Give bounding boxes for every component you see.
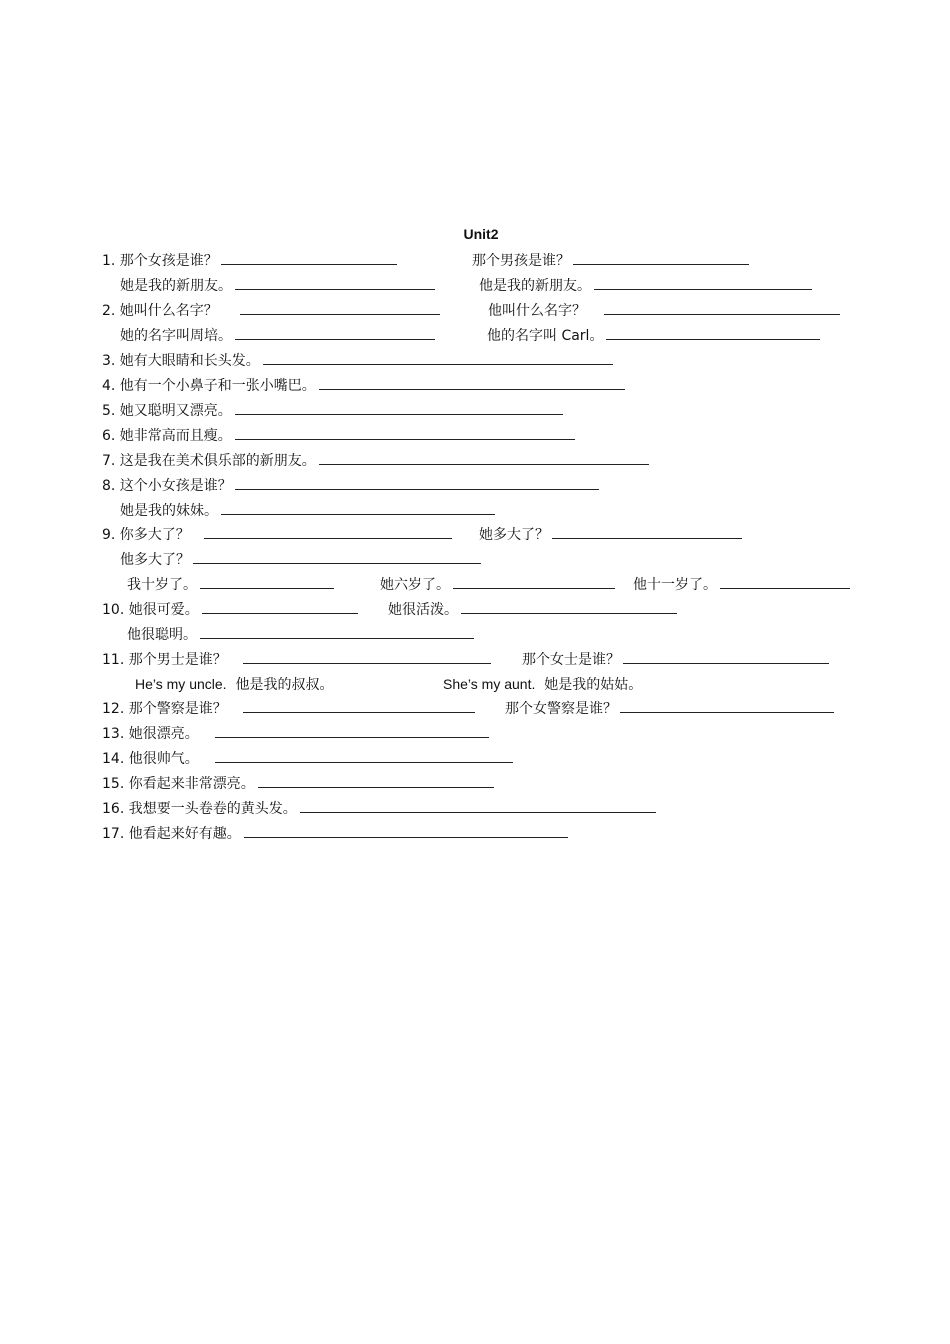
answer-blank[interactable]	[604, 299, 840, 315]
answer-blank[interactable]	[215, 747, 513, 763]
answer-blank[interactable]	[319, 374, 625, 390]
answer-blank[interactable]	[461, 598, 677, 614]
question-9b: 她多大了？	[479, 527, 549, 543]
exercise-line-15	[0, 598, 950, 620]
page-title: Unit2	[463, 226, 499, 242]
answer-blank[interactable]	[244, 822, 568, 838]
question-4: 4. 他有一个小鼻子和一张小嘴巴。	[102, 378, 316, 394]
question-10c: 他很聪明。	[127, 627, 197, 643]
exercise-line-13	[0, 548, 950, 570]
example-en-aunt: She’s my aunt.	[443, 676, 536, 692]
question-12b: 那个女警察是谁？	[505, 701, 617, 717]
answer-blank[interactable]	[235, 324, 435, 340]
answer-blank[interactable]	[202, 598, 358, 614]
exercise-line-20	[0, 722, 950, 744]
answer-blank[interactable]	[193, 548, 481, 564]
answer-blank[interactable]	[243, 648, 491, 664]
question-11a: 11. 那个男士是谁？	[102, 652, 227, 668]
answer-prompt-1a: 她是我的新朋友。	[120, 278, 232, 294]
answer-blank[interactable]	[319, 449, 649, 465]
exercise-line-2	[0, 274, 950, 296]
answer-blank[interactable]	[243, 697, 475, 713]
exercise-line-11	[0, 499, 950, 521]
question-7: 7. 这是我在美术俱乐部的新朋友。	[102, 453, 316, 469]
answer-blank[interactable]	[573, 249, 749, 265]
exercise-line-3	[0, 299, 950, 321]
example-cn-aunt: 她是我的姑姑。	[544, 677, 643, 693]
answer-blank[interactable]	[221, 249, 397, 265]
question-2a: 2. 她叫什么名字？	[102, 303, 218, 319]
answer-prompt-1b: 他是我的新朋友。	[479, 278, 591, 294]
exercise-line-4	[0, 324, 950, 346]
exercise-line-14	[0, 573, 950, 595]
question-17: 17. 他看起来好有趣。	[102, 826, 241, 842]
exercise-line-8	[0, 424, 950, 446]
question-9c: 他多大了？	[120, 552, 190, 568]
question-15: 15. 你看起来非常漂亮。	[102, 776, 255, 792]
exercise-line-1	[0, 249, 950, 271]
exercise-line-12	[0, 523, 950, 545]
answer-prompt-9b: 她六岁了。	[380, 577, 450, 593]
exercise-line-6	[0, 374, 950, 396]
exercise-line-17	[0, 648, 950, 670]
answer-blank[interactable]	[594, 274, 812, 290]
answer-blank[interactable]	[300, 797, 656, 813]
question-3: 3. 她有大眼睛和长头发。	[102, 353, 260, 369]
answer-prompt-2b: 他的名字叫 Carl。	[487, 328, 604, 344]
question-9a: 9. 你多大了？	[102, 527, 190, 543]
exercise-line-10	[0, 474, 950, 496]
question-14: 14. 他很帅气。	[102, 751, 199, 767]
answer-blank[interactable]	[453, 573, 615, 589]
question-11b: 那个女士是谁？	[522, 652, 620, 668]
answer-blank[interactable]	[620, 697, 834, 713]
example-cn-uncle: 他是我的叔叔。	[235, 677, 334, 693]
question-5: 5. 她又聪明又漂亮。	[102, 403, 232, 419]
answer-blank[interactable]	[215, 722, 489, 738]
question-1b: 那个男孩是谁？	[472, 253, 570, 269]
answer-blank[interactable]	[552, 523, 742, 539]
answer-blank[interactable]	[235, 424, 575, 440]
question-10b: 她很活泼。	[388, 602, 458, 618]
exercise-line-22	[0, 772, 950, 794]
exercise-line-9	[0, 449, 950, 471]
exercise-line-23	[0, 797, 950, 819]
answer-blank[interactable]	[200, 623, 474, 639]
exercise-line-24	[0, 822, 950, 844]
answer-blank[interactable]	[235, 474, 599, 490]
question-16: 16. 我想要一头卷卷的黄头发。	[102, 801, 297, 817]
answer-blank[interactable]	[606, 324, 820, 340]
exercise-line-5	[0, 349, 950, 371]
answer-blank[interactable]	[240, 299, 440, 315]
answer-blank[interactable]	[200, 573, 334, 589]
answer-blank[interactable]	[235, 399, 563, 415]
question-1a: 1. 那个女孩是谁？	[102, 253, 218, 269]
answer-blank[interactable]	[720, 573, 850, 589]
answer-blank[interactable]	[263, 349, 613, 365]
answer-prompt-8: 她是我的妹妹。	[120, 503, 218, 519]
question-13: 13. 她很漂亮。	[102, 726, 199, 742]
question-2b: 他叫什么名字？	[488, 303, 586, 319]
answer-blank[interactable]	[204, 523, 452, 539]
exercise-line-18	[0, 673, 950, 695]
example-en-uncle: He’s my uncle.	[135, 676, 227, 692]
answer-blank[interactable]	[623, 648, 829, 664]
question-6: 6. 她非常高而且瘦。	[102, 428, 232, 444]
question-12a: 12. 那个警察是谁？	[102, 701, 227, 717]
question-10a: 10. 她很可爱。	[102, 602, 199, 618]
answer-prompt-9c: 他十一岁了。	[633, 577, 717, 593]
exercise-line-21	[0, 747, 950, 769]
answer-prompt-9a: 我十岁了。	[127, 577, 197, 593]
answer-blank[interactable]	[258, 772, 494, 788]
exercise-line-16	[0, 623, 950, 645]
answer-prompt-2a: 她的名字叫周培。	[120, 328, 232, 344]
answer-blank[interactable]	[221, 499, 495, 515]
exercise-line-19	[0, 697, 950, 719]
answer-blank[interactable]	[235, 274, 435, 290]
exercise-line-7	[0, 399, 950, 421]
question-8: 8. 这个小女孩是谁？	[102, 478, 232, 494]
